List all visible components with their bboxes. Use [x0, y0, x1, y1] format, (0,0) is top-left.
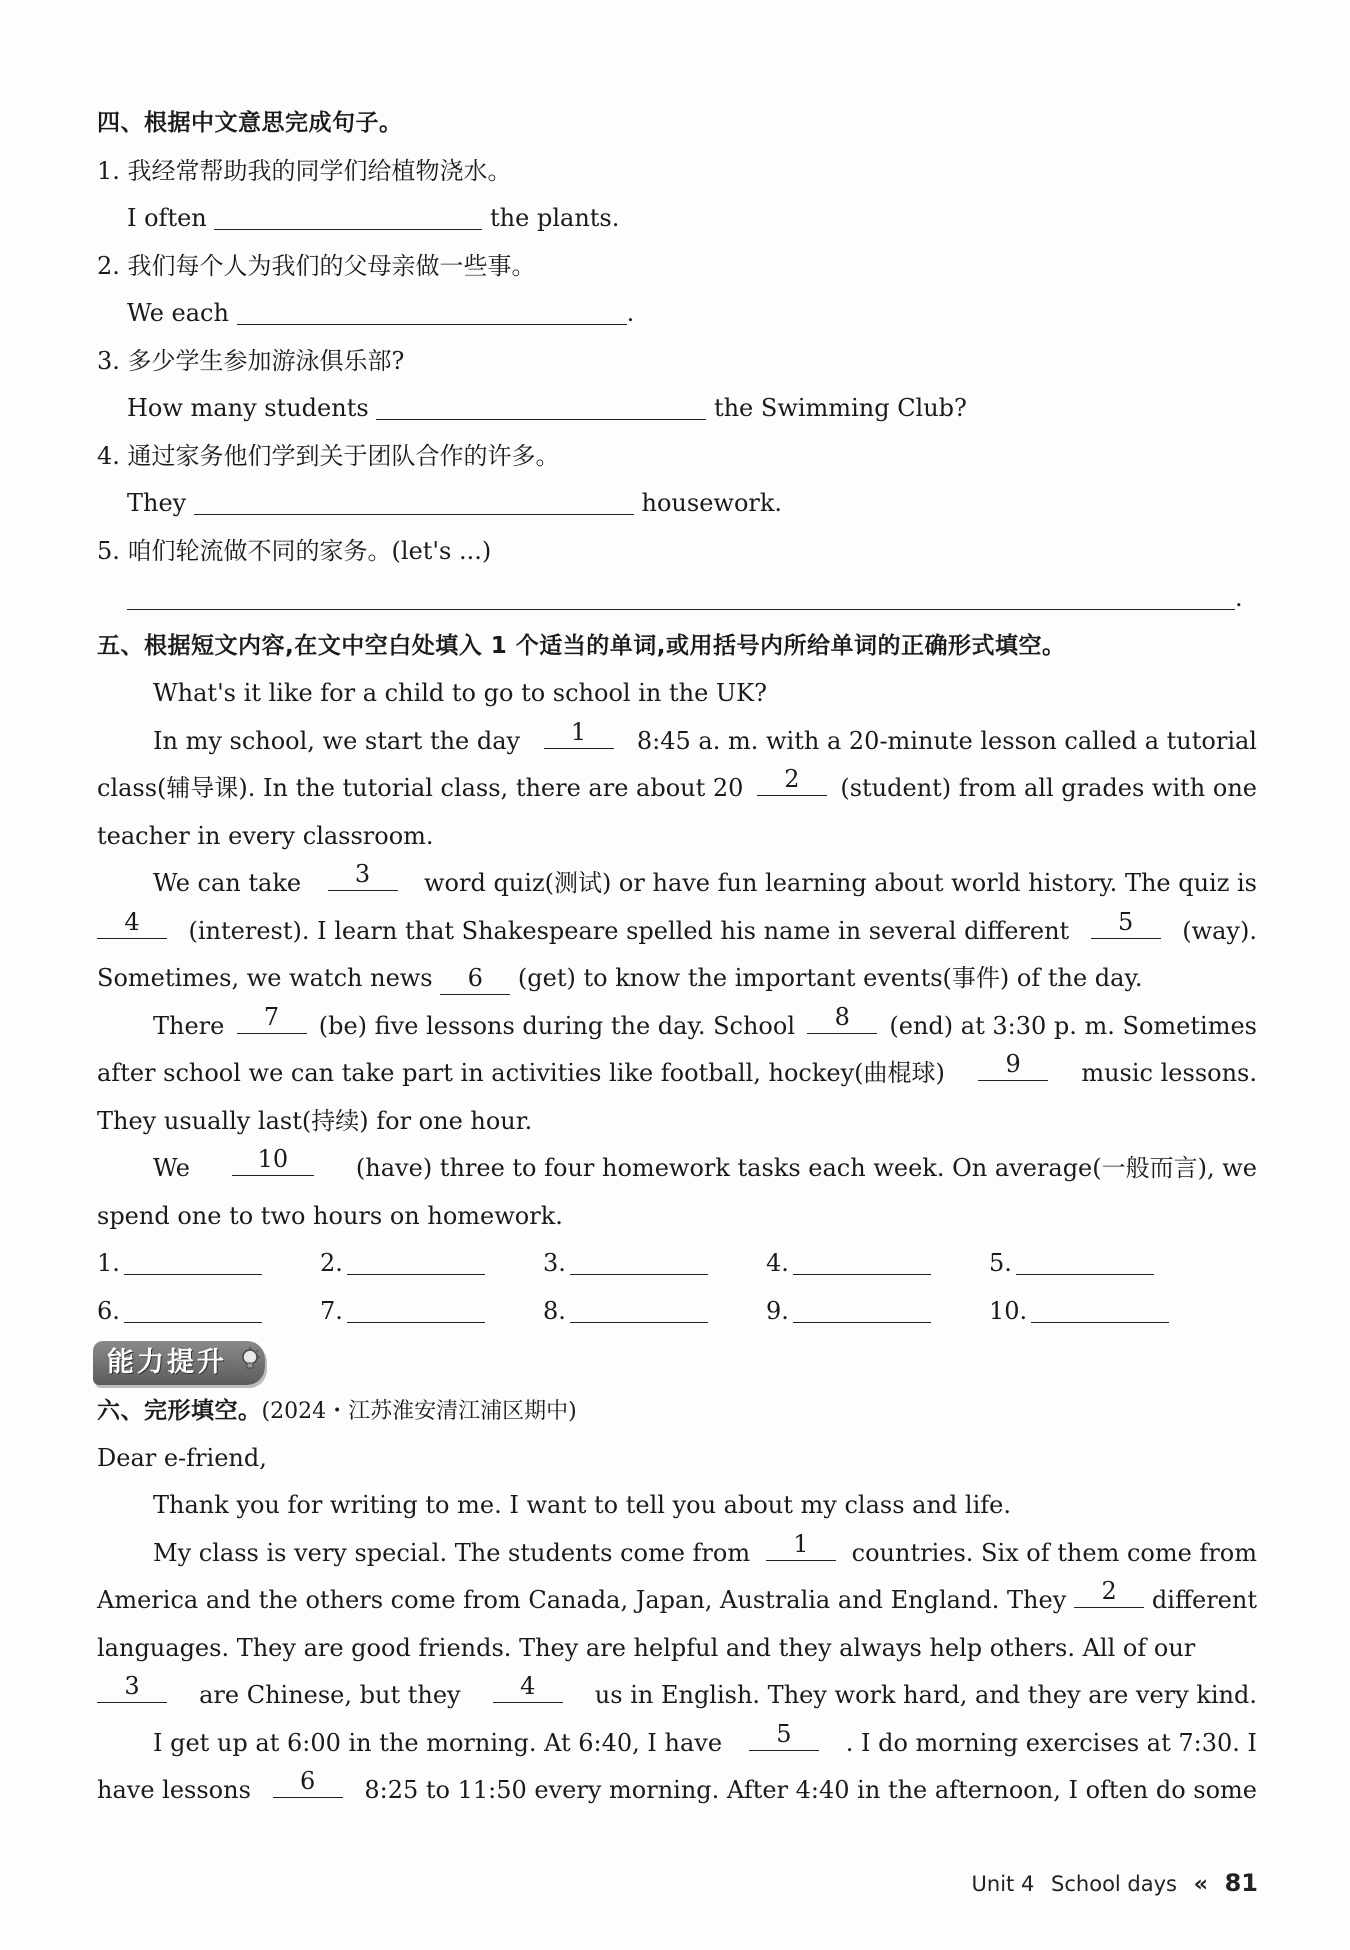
s6-line-5: 3 are Chinese, but they 4 us in English. They work hard, and they are very kind.	[97, 1672, 1257, 1720]
section-6-source: (2024・江苏淮安清江浦区期中)	[261, 1399, 577, 1424]
s5-answer-5[interactable]	[1016, 1244, 1154, 1275]
s5-answer-7[interactable]	[347, 1292, 485, 1323]
s4-q2-chinese: 2. 我们每个人为我们的父母亲做一些事。	[97, 251, 536, 280]
s4-q3-blank[interactable]	[376, 389, 706, 420]
s4-q3-english: How many students the Swimming Club?	[97, 385, 1257, 433]
s5-p2-line1: We can take 3 word quiz(测试) or have fun learning about world history. The quiz is	[153, 860, 1257, 897]
s5-answer-1[interactable]	[124, 1244, 262, 1275]
s5-answer-9[interactable]	[793, 1292, 931, 1323]
s4-q5-english: .	[97, 575, 1257, 623]
s5-blank-4[interactable]: 4	[97, 908, 167, 939]
s5-blank-2[interactable]: 2	[757, 765, 827, 796]
s6-blank-6[interactable]: 6	[273, 1767, 343, 1798]
s5-answer-4[interactable]	[793, 1244, 931, 1275]
s6-line-6: I get up at 6:00 in the morning. At 6:40, I have 5 . I do morning exercises at 7:30. I	[153, 1719, 1257, 1757]
s5-answer-6[interactable]	[124, 1292, 262, 1323]
s5-question: What's it like for a child to go to school in the UK?	[153, 679, 767, 707]
s5-blank-8[interactable]: 8	[807, 1003, 877, 1034]
s4-q1-english: I often the plants.	[97, 195, 1257, 243]
s5-blank-6[interactable]: 6	[440, 964, 510, 995]
s5-answer-2[interactable]	[347, 1244, 485, 1275]
section-6-title: 六、完形填空。	[97, 1398, 262, 1424]
s4-q2-blank[interactable]	[237, 294, 627, 325]
s4-q4-blank[interactable]	[194, 484, 634, 515]
s5-answer-3[interactable]	[570, 1244, 708, 1275]
s5-blank-9[interactable]: 9	[978, 1050, 1048, 1081]
s4-q3-chinese: 3. 多少学生参加游泳俱乐部?	[97, 346, 405, 375]
s4-q2-english: We each .	[97, 290, 1257, 338]
s5-blank-7[interactable]: 7	[237, 1003, 307, 1034]
s6-blank-2[interactable]: 2	[1074, 1577, 1144, 1608]
s4-q1-blank[interactable]	[214, 199, 482, 230]
s4-q5-chinese: 5. 咱们轮流做不同的家务。(let's ...)	[97, 536, 492, 565]
chevron-left-icon: «	[1193, 1872, 1208, 1897]
s4-q4-english: They housework.	[97, 480, 1257, 528]
footer-title: School days	[1051, 1872, 1177, 1896]
ability-banner-label: 能力提升	[93, 1341, 265, 1385]
s4-q4-chinese: 4. 通过家务他们学到关于团队合作的许多。	[97, 441, 560, 470]
s5-p3-line3: They usually last(持续) for one hour.	[97, 1106, 533, 1135]
s5-p1-line3: teacher in every classroom.	[97, 821, 434, 850]
s6-blank-1[interactable]: 1	[766, 1530, 836, 1561]
page-number: 81	[1224, 1869, 1258, 1897]
section-4-title: 四、根据中文意思完成句子。	[97, 110, 403, 136]
s4-q1-chinese: 1. 我经常帮助我的同学们给植物浇水。	[97, 156, 512, 185]
lightbulb-icon	[239, 1347, 261, 1373]
section-6-heading	[97, 1387, 1257, 1435]
s6-line-7: have lessons 6 8:25 to 11:50 every morning. After 4:40 in the afternoon, I often do some	[97, 1767, 1257, 1804]
s5-blank-10[interactable]: 10	[232, 1145, 314, 1176]
s5-answer-8[interactable]	[570, 1292, 708, 1323]
s5-answer-10[interactable]	[1031, 1292, 1169, 1323]
s5-p3-line1: There 7 (be) five lessons during the day. School 8 (end) at 3:30 p. m. Sometimes	[153, 1002, 1257, 1040]
ability-banner	[93, 1341, 265, 1385]
s6-blank-5[interactable]: 5	[749, 1720, 819, 1751]
s5-blank-3[interactable]: 3	[328, 860, 398, 891]
s5-p4-line1: We 10 (have) three to four homework tasks each week. On average(一般而言), we	[153, 1145, 1257, 1182]
section-5-title: 五、根据短文内容,在文中空白处填入 1 个适当的单词,或用括号内所给单词的正确形式填空。	[97, 632, 1066, 659]
s5-p2-line3: Sometimes, we watch news 6 (get) to know the important events(事件) of the day.	[97, 955, 1257, 1003]
s6-line-2: My class is very special. The students come from 1 countries. Six of them come from	[153, 1529, 1257, 1567]
s6-line-3: America and the others come from Canada, Japan, Australia and England. They 2 different	[97, 1577, 1257, 1614]
s5-blank-5[interactable]: 5	[1091, 908, 1161, 939]
s6-line-4: languages. They are good friends. They are helpful and they always help others. All of our	[97, 1633, 1196, 1662]
page-content	[97, 100, 1257, 1815]
page-footer	[972, 1865, 1258, 1901]
s5-p1-line2: class(辅导课). In the tutorial class, there are about 20 2 (student) from all grades with one	[97, 765, 1257, 802]
s5-p1-line1: In my school, we start the day 1 8:45 a. m. with a 20-minute lesson called a tutorial	[153, 717, 1257, 755]
s5-p2-line2: 4 (interest). I learn that Shakespeare spelled his name in several different 5 (way).	[97, 908, 1257, 956]
s4-q5-blank[interactable]	[127, 579, 1235, 610]
s6-greeting: Dear e-friend,	[97, 1443, 267, 1472]
s5-blank-1[interactable]: 1	[544, 718, 614, 749]
s5-answer-row-1: 1. 2. 3. 4. 5.	[97, 1240, 1257, 1288]
s6-line-1: Thank you for writing to me. I want to tell you about my class and life.	[153, 1491, 1011, 1519]
s5-answer-row-2: 6. 7. 8. 9. 10.	[97, 1288, 1257, 1336]
s5-p3-line2: after school we can take part in activities like football, hockey(曲棍球) 9 music lessons.	[97, 1050, 1257, 1087]
s5-p4-line2: spend one to two hours on homework.	[97, 1201, 563, 1230]
s6-blank-4[interactable]: 4	[493, 1672, 563, 1703]
s6-blank-3[interactable]: 3	[97, 1672, 167, 1703]
footer-unit: Unit 4	[971, 1872, 1035, 1896]
